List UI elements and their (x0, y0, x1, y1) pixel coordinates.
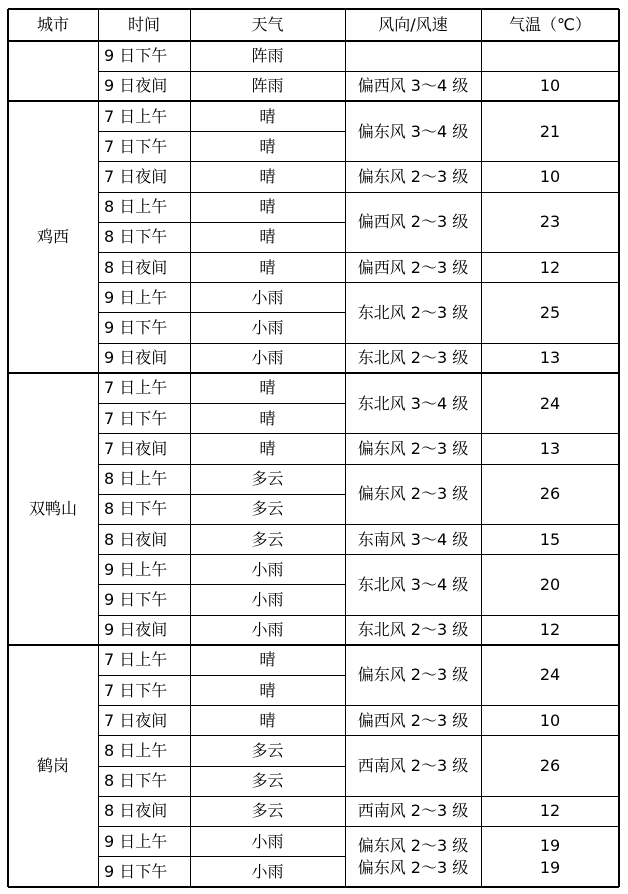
weather-cell: 晴 (259, 438, 276, 458)
time-cell: 9 日上午 (104, 831, 168, 851)
row-rule (98, 192, 345, 193)
time-cell: 9 日夜间 (104, 348, 168, 368)
wind-cell: 西南风 2～3 级 (357, 756, 469, 776)
temp-cell: 26 (539, 484, 561, 504)
header-wind: 风向/风速 (378, 15, 448, 34)
row-rule (98, 735, 345, 736)
wind-cell: 东北风 3～4 级 (357, 574, 469, 594)
time-cell: 9 日上午 (104, 287, 168, 307)
wind-cell: 偏东风 2～3 级 (357, 166, 469, 186)
weather-cell: 多云 (251, 469, 284, 489)
weather-cell: 小雨 (251, 287, 284, 307)
row-rule (98, 796, 345, 797)
row-rule (345, 71, 481, 72)
weather-cell: 小雨 (251, 620, 284, 640)
row-rule (98, 282, 345, 283)
time-cell: 8 日上午 (104, 469, 168, 489)
row-rule (98, 615, 345, 616)
row-rule (98, 312, 345, 313)
weather-cell: 阵雨 (251, 76, 284, 96)
temp-cell: 23 (539, 212, 561, 232)
row-rule (98, 554, 345, 555)
row-rule (481, 705, 619, 706)
temp-cell (481, 827, 619, 887)
header-temp: 气温（℃） (509, 15, 591, 34)
row-rule (345, 161, 481, 162)
time-cell: 9 日下午 (104, 861, 168, 881)
row-rule (345, 524, 481, 525)
wind-cell-line: 偏东风 2～3 级 (357, 857, 469, 877)
temp-cell: 10 (539, 166, 561, 186)
wind-cell: 偏西风 2～3 级 (357, 212, 469, 232)
row-rule (345, 282, 481, 283)
row-rule (345, 343, 481, 344)
weather-cell: 多云 (251, 771, 284, 791)
row-rule (481, 161, 619, 162)
temp-cell: 13 (539, 348, 561, 368)
temp-cell: 13 (539, 438, 561, 458)
temp-cell: 10 (539, 76, 561, 96)
row-rule (98, 403, 345, 404)
row-rule (481, 554, 619, 555)
row-rule (345, 826, 481, 827)
row-rule (345, 615, 481, 616)
temp-cell: 12 (539, 801, 561, 821)
temp-cell: 12 (539, 257, 561, 277)
weather-cell: 多云 (251, 499, 284, 519)
weather-cell: 小雨 (251, 831, 284, 851)
weather-cell: 晴 (259, 650, 276, 670)
weather-cell: 晴 (259, 378, 276, 398)
row-rule (98, 222, 345, 223)
weather-cell: 晴 (259, 408, 276, 428)
row-rule (345, 554, 481, 555)
weather-cell: 多云 (251, 741, 284, 761)
time-cell: 7 日夜间 (104, 166, 168, 186)
weather-cell: 晴 (259, 166, 276, 186)
time-cell: 9 日上午 (104, 559, 168, 579)
time-cell: 8 日夜间 (104, 801, 168, 821)
time-cell: 7 日上午 (104, 650, 168, 670)
time-cell: 9 日下午 (104, 318, 168, 338)
row-rule (481, 735, 619, 736)
wind-cell: 偏西风 2～3 级 (357, 710, 469, 730)
weather-cell: 小雨 (251, 559, 284, 579)
temp-cell-line: 19 (539, 857, 561, 877)
row-rule (98, 433, 345, 434)
city-cell: 鹤岗 (36, 756, 69, 776)
temp-cell: 24 (539, 665, 561, 685)
weather-cell: 多云 (251, 801, 284, 821)
temp-cell: 24 (539, 393, 561, 413)
row-rule (98, 494, 345, 495)
temp-cell-line: 19 (539, 835, 561, 855)
row-rule (481, 524, 619, 525)
wind-cell: 西南风 2～3 级 (357, 801, 469, 821)
row-rule (481, 192, 619, 193)
wind-cell-line: 偏东风 2～3 级 (357, 835, 469, 855)
wind-cell: 偏东风 2～3 级 (357, 438, 469, 458)
temp-cell: 25 (539, 302, 561, 322)
time-cell: 9 日下午 (104, 46, 168, 66)
weather-cell: 小雨 (251, 589, 284, 609)
time-cell: 8 日下午 (104, 499, 168, 519)
wind-cell: 东北风 2～3 级 (357, 620, 469, 640)
row-rule (481, 826, 619, 827)
city-cell: 双鸭山 (28, 499, 77, 519)
row-rule (345, 735, 481, 736)
row-rule (481, 615, 619, 616)
row-rule (481, 282, 619, 283)
row-rule (98, 584, 345, 585)
weather-cell: 晴 (259, 106, 276, 126)
weather-cell: 晴 (259, 227, 276, 247)
time-cell: 9 日夜间 (104, 620, 168, 640)
time-cell: 7 日夜间 (104, 710, 168, 730)
weather-cell: 小雨 (251, 348, 284, 368)
weather-forecast-table (8, 9, 619, 887)
row-rule (98, 343, 345, 344)
wind-cell (345, 41, 481, 71)
row-rule (98, 705, 345, 706)
row-rule (98, 131, 345, 132)
row-rule (481, 71, 619, 72)
header-time: 时间 (127, 15, 160, 34)
wind-cell: 偏东风 3～4 级 (357, 121, 469, 141)
time-cell: 7 日上午 (104, 106, 168, 126)
time-cell: 9 日下午 (104, 589, 168, 609)
row-rule (98, 856, 345, 857)
temp-cell: 10 (539, 710, 561, 730)
time-cell: 7 日上午 (104, 378, 168, 398)
row-rule (481, 252, 619, 253)
time-cell: 8 日上午 (104, 741, 168, 761)
time-cell: 8 日夜间 (104, 529, 168, 549)
header-city: 城市 (36, 15, 69, 34)
time-cell: 8 日下午 (104, 227, 168, 247)
row-rule (481, 464, 619, 465)
row-rule (98, 675, 345, 676)
row-rule (345, 192, 481, 193)
time-cell: 7 日下午 (104, 680, 168, 700)
city-cell: 鸡西 (36, 227, 69, 247)
row-rule (98, 252, 345, 253)
city-cell (8, 41, 98, 101)
row-rule (8, 8, 619, 10)
time-cell: 9 日夜间 (104, 76, 168, 96)
weather-cell: 晴 (259, 710, 276, 730)
time-cell: 7 日下午 (104, 136, 168, 156)
weather-cell: 晴 (259, 197, 276, 217)
row-rule (481, 796, 619, 797)
temp-cell (481, 41, 619, 71)
time-cell: 7 日下午 (104, 408, 168, 428)
row-rule (98, 161, 345, 162)
temp-cell: 26 (539, 756, 561, 776)
wind-cell: 东北风 2～3 级 (357, 348, 469, 368)
time-cell: 7 日夜间 (104, 438, 168, 458)
row-rule (98, 826, 345, 827)
time-cell: 8 日上午 (104, 197, 168, 217)
row-rule (345, 796, 481, 797)
row-rule (481, 343, 619, 344)
header-weather: 天气 (251, 15, 284, 34)
wind-cell: 东北风 2～3 级 (357, 302, 469, 322)
wind-cell: 东北风 3～4 级 (357, 393, 469, 413)
time-cell: 8 日夜间 (104, 257, 168, 277)
temp-cell: 12 (539, 620, 561, 640)
row-rule (345, 433, 481, 434)
wind-cell: 偏东风 2～3 级 (357, 484, 469, 504)
weather-cell: 多云 (251, 529, 284, 549)
row-rule (345, 464, 481, 465)
row-rule (98, 766, 345, 767)
weather-cell: 小雨 (251, 318, 284, 338)
row-rule (98, 524, 345, 525)
time-cell: 8 日下午 (104, 771, 168, 791)
row-rule (98, 464, 345, 465)
temp-cell: 15 (539, 529, 561, 549)
wind-cell: 偏东风 2～3 级 (357, 665, 469, 685)
temp-cell: 20 (539, 574, 561, 594)
weather-cell: 晴 (259, 257, 276, 277)
wind-cell: 东南风 3～4 级 (357, 529, 469, 549)
row-rule (98, 71, 345, 72)
weather-cell: 阵雨 (251, 46, 284, 66)
row-rule (345, 252, 481, 253)
weather-cell: 小雨 (251, 861, 284, 881)
row-rule (481, 433, 619, 434)
weather-cell: 晴 (259, 136, 276, 156)
wind-cell: 偏西风 2～3 级 (357, 257, 469, 277)
temp-cell: 21 (539, 121, 561, 141)
row-rule (345, 705, 481, 706)
wind-cell (345, 827, 481, 887)
weather-cell: 晴 (259, 680, 276, 700)
wind-cell: 偏西风 3～4 级 (357, 76, 469, 96)
